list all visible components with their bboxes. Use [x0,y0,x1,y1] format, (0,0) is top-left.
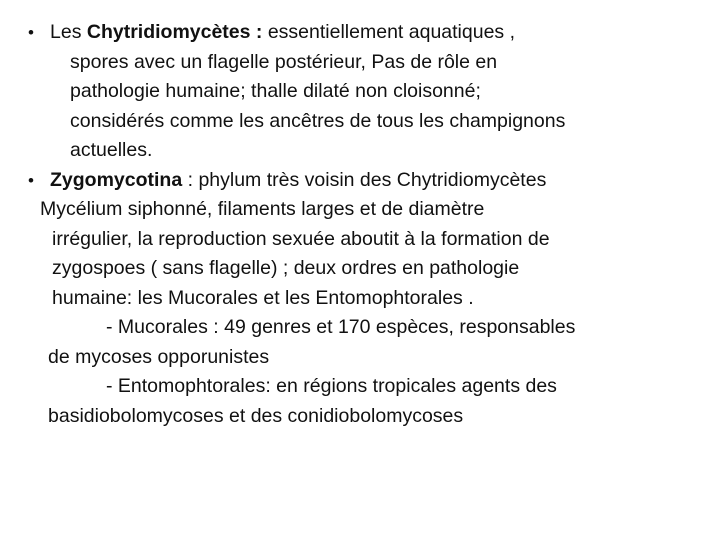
chytrid-line-3: pathologie humaine; thalle dilaté non cloisonné; [70,80,481,102]
zygo-line-5: humaine: les Mucorales et les Entomophtorales . [52,286,474,309]
zygo-term: Zygomycotina [50,168,183,191]
zygo-line-3: irrégulier, la reproduction sexuée aboutit à la formation de [52,227,550,250]
bullet-zygomycotina [26,166,700,432]
chytrid-line-1 [50,18,700,48]
bullet-chytridiomycetes [26,18,700,166]
zygo-line-2: Mycélium siphonné, filaments larges et de diamètre [40,198,485,220]
entomophtorales-line-2: basidiobolomycoses et des conidiobolomycoses [48,404,464,427]
zygo-line-1 [50,166,700,196]
zygo-line-4: zygospoes ( sans flagelle) ; deux ordres en pathologie [52,257,520,279]
chytrid-line-2: spores avec un flagelle postérieur, Pas de rôle en [70,50,498,73]
chytrid-term: Chytridiomycètes : [86,21,263,43]
chytrid-line-5: actuelles. [70,139,153,161]
bullet-dot-icon: • [28,23,34,42]
chytrid-line-1-rest: essentiellement aquatiques , [262,21,515,43]
bullet-dot-icon: • [28,170,34,190]
entomophtorales-line-1: - Entomophtorales: en régions tropicales agents des [106,375,557,397]
zygo-line-1-rest: : phylum très voisin des Chytridiomycètes [182,168,547,191]
chytrid-lead: Les [50,21,87,43]
chytrid-line-4: considérés comme les ancêtres de tous les champignons [70,109,566,132]
mucorales-line-1: - Mucorales : 49 genres et 170 espèces, responsables [106,316,576,338]
mucorales-line-2: de mycoses opporunistes [48,345,270,368]
